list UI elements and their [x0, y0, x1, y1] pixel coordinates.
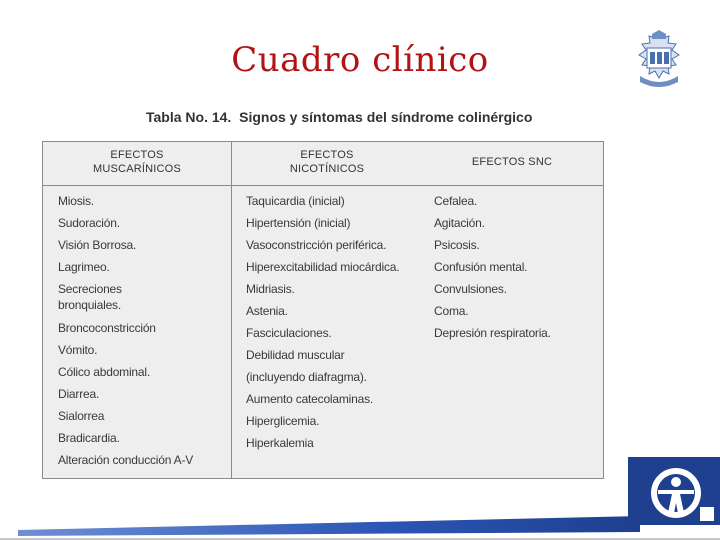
list-item: Hiperkalemia: [246, 436, 314, 450]
header-muscarinic-line1: EFECTOS: [110, 149, 164, 161]
list-item: Fasciculaciones.: [246, 326, 332, 340]
list-item: Lagrimeo.: [58, 260, 110, 274]
list-item: Convulsiones.: [434, 282, 507, 296]
list-item: Midriasis.: [246, 282, 295, 296]
list-item: Cólico abdominal.: [58, 365, 150, 379]
header-muscarinic: [43, 148, 231, 176]
header-snc: [422, 155, 602, 169]
header-nicotinic-line2: NICOTÍNICOS: [289, 163, 365, 175]
slide-title: Cuadro clínico: [231, 40, 489, 80]
list-item: Taquicardia (inicial): [246, 194, 345, 208]
ufps-logo-icon: [628, 457, 720, 525]
list-item: Alteración conducción A-V: [58, 453, 194, 467]
header-snc-label: EFECTOS SNC: [471, 156, 553, 168]
header-nicotinic-line1: EFECTOS: [300, 149, 354, 161]
list-item: Sudoración.: [58, 216, 120, 230]
list-item: Secreciones: [58, 282, 122, 296]
list-item: Agitación.: [434, 216, 485, 230]
list-item: bronquiales.: [58, 298, 121, 312]
snc-list: [434, 190, 551, 344]
list-item: Confusión mental.: [434, 260, 528, 274]
header-muscarinic-line2: MUSCARÍNICOS: [93, 163, 181, 175]
header-nicotinic: [232, 148, 422, 176]
list-item: Miosis.: [58, 194, 94, 208]
table-number: Tabla No. 14.: [146, 109, 232, 125]
list-item: Aumento catecolaminas.: [246, 392, 374, 406]
signs-table: [42, 141, 604, 479]
table-caption: [146, 109, 532, 125]
muscarinic-list: [58, 190, 193, 471]
list-item: Depresión respiratoria.: [434, 326, 551, 340]
list-item: Coma.: [434, 304, 469, 318]
list-item: Astenia.: [246, 304, 288, 318]
list-item: Cefalea.: [434, 194, 478, 208]
university-crest-icon: [632, 30, 686, 90]
list-item: Vómito.: [58, 343, 98, 357]
column-divider: [231, 142, 232, 479]
list-item: Diarrea.: [58, 387, 100, 401]
list-item: Hiperglicemia.: [246, 414, 320, 428]
nicotinic-list: [246, 190, 399, 454]
list-item: Psicosis.: [434, 238, 480, 252]
list-item: Hipertensión (inicial): [246, 216, 351, 230]
list-item: Sialorrea: [58, 409, 105, 423]
list-item: (incluyendo diafragma).: [246, 370, 367, 384]
list-item: Bradicardia.: [58, 431, 120, 445]
list-item: Hiperexcitabilidad miocárdica.: [246, 260, 400, 274]
footer-swoosh-band: [0, 510, 720, 540]
list-item: Vasoconstricción periférica.: [246, 238, 387, 252]
list-item: Debilidad muscular: [246, 348, 345, 362]
table-subtitle: Signos y síntomas del síndrome colinérgico: [239, 109, 533, 125]
list-item: Broncoconstricción: [58, 321, 156, 335]
list-item: Visión Borrosa.: [58, 238, 137, 252]
